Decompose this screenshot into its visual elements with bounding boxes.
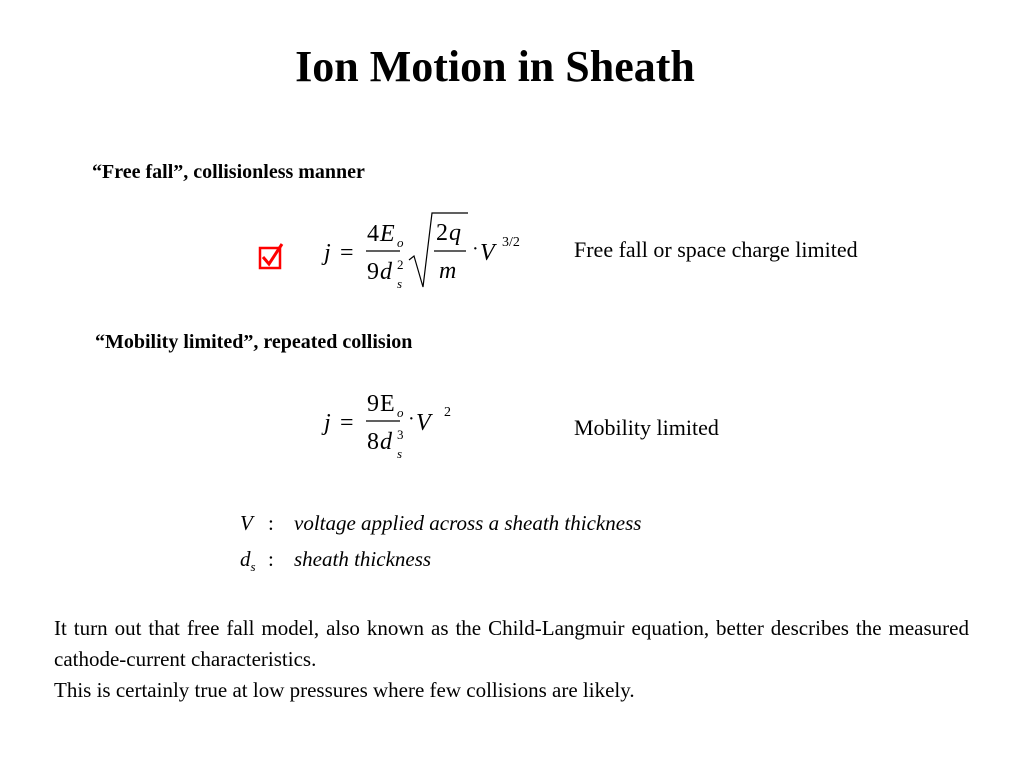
svg-text:=: = bbox=[340, 240, 354, 266]
mobility-heading: “Mobility limited”, repeated collision bbox=[95, 331, 413, 353]
svg-text:s: s bbox=[397, 276, 403, 291]
svg-text:V: V bbox=[416, 410, 431, 436]
svg-text:d: d bbox=[380, 259, 392, 285]
slide-title: Ion Motion in Sheath bbox=[295, 42, 695, 91]
definition-v: V : voltage applied across a sheath thickness bbox=[240, 511, 642, 535]
svg-text:3/2: 3/2 bbox=[502, 235, 520, 250]
child-langmuir-equation bbox=[320, 205, 540, 295]
svg-text:2: 2 bbox=[436, 220, 448, 246]
svg-text:·: · bbox=[408, 408, 415, 430]
definition-symbol: V bbox=[240, 511, 253, 535]
svg-text:m: m bbox=[439, 258, 457, 284]
svg-text:j: j bbox=[324, 240, 331, 266]
svg-text:j: j bbox=[324, 410, 331, 436]
svg-text:E: E bbox=[380, 391, 395, 417]
svg-text:=: = bbox=[340, 410, 354, 436]
svg-text:E: E bbox=[380, 221, 395, 247]
definition-text: sheath thickness bbox=[294, 547, 432, 571]
svg-text:V: V bbox=[480, 240, 495, 266]
mobility-limited-equation bbox=[320, 383, 480, 468]
body-text bbox=[54, 613, 969, 706]
svg-text:s: s bbox=[397, 446, 403, 461]
svg-text:8: 8 bbox=[367, 429, 379, 455]
svg-text:2: 2 bbox=[444, 405, 451, 420]
svg-text:o: o bbox=[397, 235, 404, 250]
mobility-caption: Mobility limited bbox=[574, 415, 719, 440]
svg-text:q: q bbox=[449, 220, 461, 246]
definition-text: voltage applied across a sheath thickness bbox=[294, 511, 642, 535]
svg-text:4: 4 bbox=[367, 221, 379, 247]
svg-text:o: o bbox=[397, 405, 404, 420]
svg-text:9: 9 bbox=[367, 259, 379, 285]
svg-text:·: · bbox=[472, 238, 479, 260]
svg-text:9: 9 bbox=[367, 391, 379, 417]
definition-symbol: $d_s$ bbox=[240, 547, 256, 575]
free-fall-caption: Free fall or space charge limited bbox=[574, 237, 858, 262]
paragraph: It turn out that free fall model, also known as the Child-Langmuir equation, better describes the measured cathode-current characteristics. bbox=[54, 616, 969, 671]
svg-text:2: 2 bbox=[397, 257, 404, 272]
svg-text:3: 3 bbox=[397, 427, 404, 442]
free-fall-heading: “Free fall”, collisionless manner bbox=[92, 161, 365, 183]
checkbox-icon bbox=[258, 242, 284, 275]
svg-text:d: d bbox=[380, 429, 392, 455]
definition-ds: $d_s$ : sheath thickness bbox=[240, 546, 431, 580]
paragraph: This is certainly true at low pressures where few collisions are likely. bbox=[54, 678, 635, 702]
